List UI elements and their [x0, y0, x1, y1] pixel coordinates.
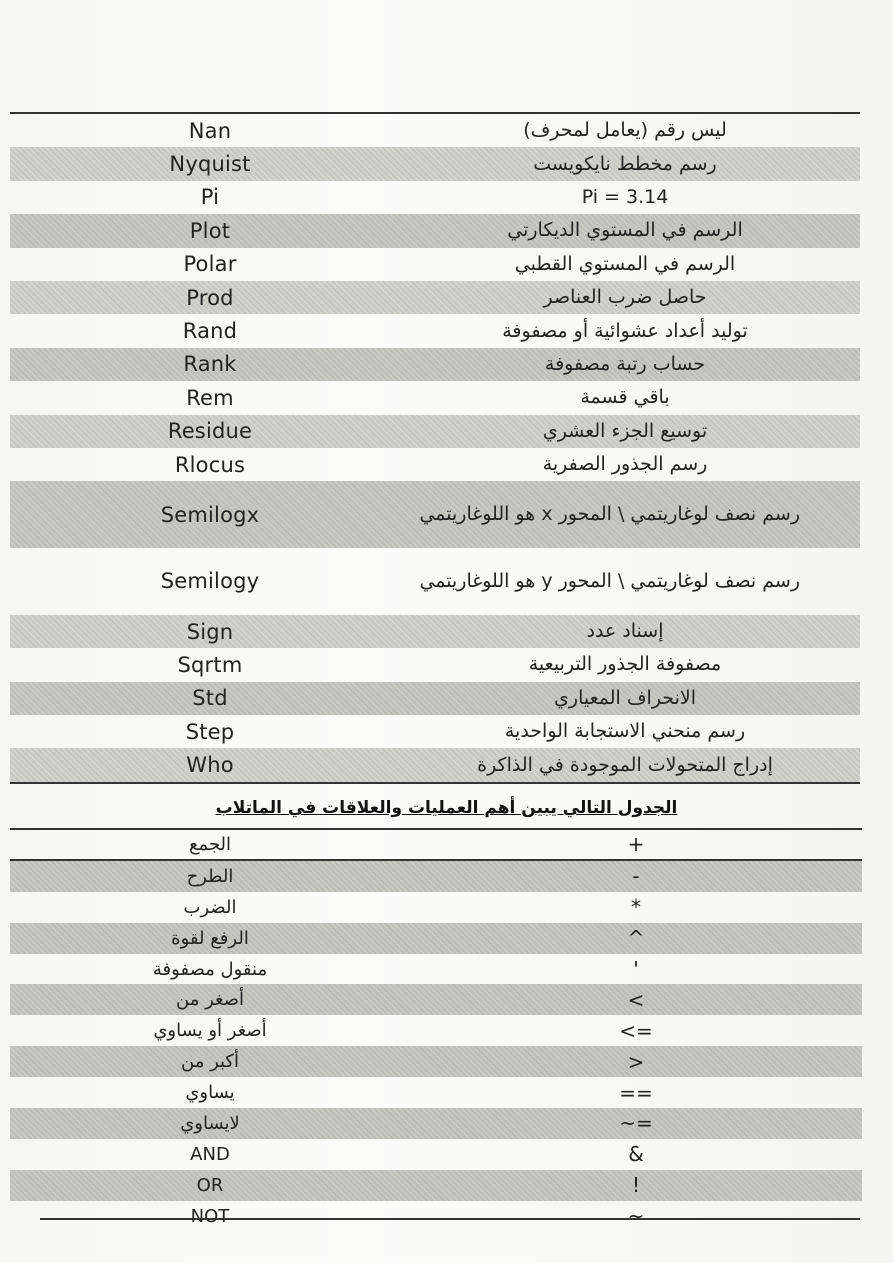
table-row [10, 314, 860, 347]
table-row [10, 348, 860, 381]
operator-symbol-cell: ~= [619, 1111, 653, 1136]
table-row [10, 1108, 862, 1139]
operator-symbol-cell: ~ [627, 1204, 645, 1229]
table-row [10, 861, 862, 892]
command-cell: Std [192, 686, 228, 711]
operation-name-cell: يساوي [185, 1082, 235, 1104]
description-cell: الرسم في المستوي القطبي [514, 252, 736, 275]
command-cell: Rand [182, 319, 238, 344]
operation-name-cell: الرفع لقوة [171, 927, 249, 949]
operation-name-cell: منقول مصفوفة [152, 958, 268, 980]
operators-table-caption [0, 798, 893, 818]
operation-name-cell: أصغر أو يساوي [153, 1020, 267, 1042]
command-cell: Rem [186, 385, 234, 410]
description-cell: رسم الجذور الصفرية [542, 453, 708, 476]
operator-symbol-cell: <= [619, 1018, 653, 1043]
table-row [10, 1015, 862, 1046]
description-cell: حاصل ضرب العناصر [543, 286, 707, 309]
operation-name-cell: الطرح [186, 865, 234, 887]
table-row [10, 548, 860, 615]
command-cell: Plot [189, 218, 231, 243]
operation-name-cell: أصغر من [176, 989, 244, 1011]
description-cell: توسيع الجزء العشري [542, 419, 708, 442]
operation-name-cell: لايساوي [180, 1112, 240, 1134]
operator-symbol-cell: > [627, 1049, 645, 1074]
functions-table [10, 112, 860, 784]
description-cell: حساب رتبة مصفوفة [544, 352, 706, 375]
table-row [10, 448, 860, 481]
table-row [10, 147, 860, 180]
table-row [10, 114, 860, 147]
description-cell: توليد أعداد عشوائية أو مصفوفة [502, 319, 748, 342]
table-row [10, 181, 860, 214]
operation-name-cell: OR [196, 1174, 224, 1196]
command-cell: Residue [167, 419, 253, 444]
operator-symbol-cell: * [631, 895, 641, 920]
table-row [10, 715, 860, 748]
table-row [10, 248, 860, 281]
table-row [10, 615, 860, 648]
command-cell: Step [185, 719, 235, 744]
command-cell: Nan [188, 118, 232, 143]
description-cell: باقي قسمة [580, 386, 670, 409]
operator-symbol-cell: < [627, 987, 645, 1012]
command-cell: Semilogx [160, 502, 260, 527]
table-row [10, 1077, 862, 1108]
operator-symbol-cell: ^ [627, 926, 645, 951]
command-cell: Sqrtm [177, 652, 243, 677]
description-cell: رسم مخطط نايكويست [533, 152, 717, 175]
table-row [10, 214, 860, 247]
table-row [10, 648, 860, 681]
command-cell: Sign [186, 619, 234, 644]
operation-name-cell: AND [190, 1143, 230, 1165]
table-row [10, 682, 860, 715]
table-row [10, 1046, 862, 1077]
command-cell: Polar [183, 252, 237, 277]
operator-symbol-cell: + [627, 832, 645, 857]
description-cell: رسم منحني الاستجابة الواحدية [504, 720, 746, 743]
table-row [10, 1170, 862, 1201]
table-row [10, 954, 862, 985]
operator-symbol-cell: - [632, 864, 640, 889]
description-cell: الانحراف المعياري [554, 686, 696, 709]
table-row [10, 1201, 862, 1232]
operators-table [10, 828, 862, 1232]
command-cell: Who [186, 753, 234, 778]
description-cell: الرسم في المستوي الديكارتي [507, 219, 743, 242]
operators-table-bottom-rule [40, 1218, 860, 1220]
table-row [10, 1139, 862, 1170]
description-cell: مصفوفة الجذور التربيعية [528, 653, 722, 676]
operator-symbol-cell: & [628, 1142, 644, 1167]
description-cell: إدراج المتحولات الموجودة في الذاكرة [477, 753, 773, 776]
table-row [10, 984, 862, 1015]
table-row [10, 892, 862, 923]
operation-name-cell: أكبر من [181, 1051, 239, 1073]
table-row [10, 481, 860, 548]
table-row [10, 415, 860, 448]
command-cell: Prod [186, 285, 234, 310]
description-cell: رسم نصف لوغاريتمي \ المحور x هو اللوغاريتمي [419, 503, 800, 526]
operator-symbol-cell: == [619, 1080, 653, 1105]
description-cell: إسناد عدد [586, 620, 664, 643]
operation-name-cell: NOT [190, 1205, 230, 1227]
command-cell: Pi [200, 185, 220, 210]
caption-text: الجدول التالي يبين أهم العمليات والعلاقات في الماتلاب [215, 798, 678, 818]
command-cell: Nyquist [169, 152, 251, 177]
command-cell: Rank [183, 352, 237, 377]
operation-name-cell: الجمع [188, 833, 232, 855]
table-row [10, 748, 860, 781]
command-cell: Rlocus [174, 452, 246, 477]
operation-name-cell: الضرب [183, 896, 237, 918]
description-cell: رسم نصف لوغاريتمي \ المحور y هو اللوغاريتمي [419, 569, 800, 592]
description-cell: ليس رقم (يعامل لمحرف) [523, 119, 727, 142]
description-cell: Pi = 3.14 [581, 185, 669, 208]
table-row [10, 281, 860, 314]
operator-symbol-cell: ! [631, 1173, 641, 1198]
table-row [10, 830, 862, 861]
operator-symbol-cell: ' [633, 957, 639, 981]
table-row [10, 381, 860, 414]
table-row [10, 923, 862, 954]
command-cell: Semilogy [160, 569, 260, 594]
